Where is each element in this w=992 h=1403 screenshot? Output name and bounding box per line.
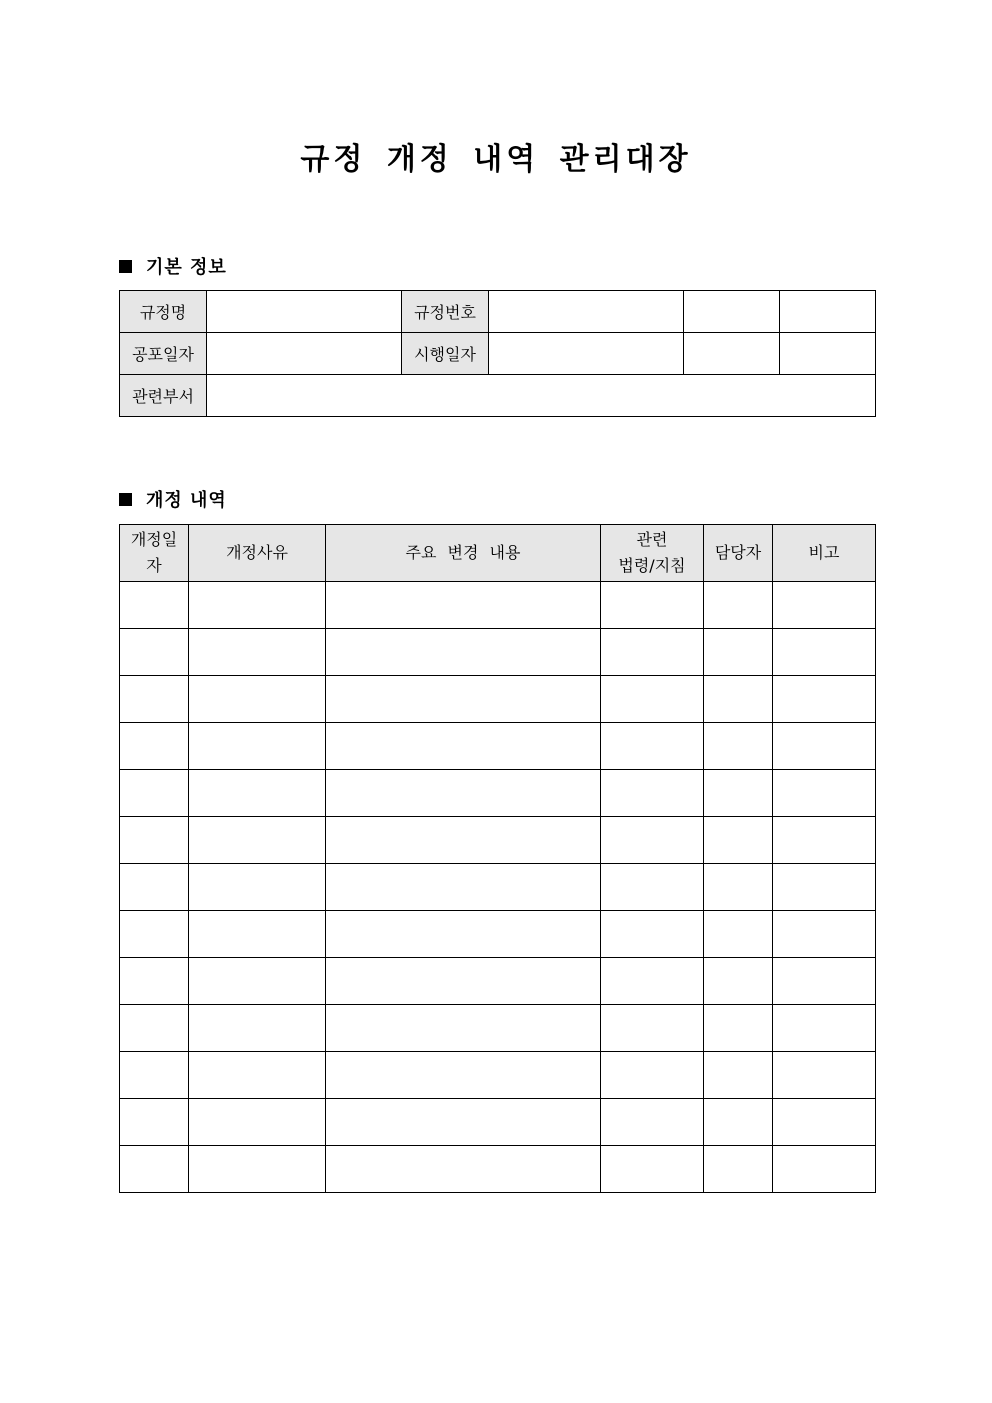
revision-related-law-cell[interactable] <box>601 817 704 864</box>
revision-manager-cell[interactable] <box>704 1099 773 1146</box>
page-title: 규정 개정 내역 관리대장 <box>300 142 692 177</box>
revision-changes-cell[interactable] <box>326 1005 601 1052</box>
revision-manager-cell[interactable] <box>704 1052 773 1099</box>
revision-related-law-cell[interactable] <box>601 676 704 723</box>
revision-note-cell[interactable] <box>773 1146 876 1193</box>
revision-changes-cell[interactable] <box>326 864 601 911</box>
revision-reason-cell[interactable] <box>189 582 326 629</box>
column-header-date-line1: 개정일 <box>130 530 178 549</box>
revision-manager-cell[interactable] <box>704 629 773 676</box>
column-header-manager: 담당자 <box>704 525 773 582</box>
revision-changes-cell[interactable] <box>326 723 601 770</box>
info-row-dates <box>120 333 876 375</box>
regulation-number-label: 규정번호 <box>402 291 489 333</box>
revision-date-cell[interactable] <box>120 629 189 676</box>
revision-related-law-cell[interactable] <box>601 1099 704 1146</box>
department-label: 관련부서 <box>120 375 207 417</box>
revision-manager-cell[interactable] <box>704 676 773 723</box>
revision-manager-cell[interactable] <box>704 1005 773 1052</box>
revision-note-cell[interactable] <box>773 817 876 864</box>
revision-reason-cell[interactable] <box>189 676 326 723</box>
revision-related-law-cell[interactable] <box>601 1146 704 1193</box>
table-row <box>120 1005 876 1052</box>
revision-related-law-cell[interactable] <box>601 958 704 1005</box>
table-row <box>120 1146 876 1193</box>
basic-info-heading-text: 기본 정보 <box>146 257 227 278</box>
revision-changes-cell[interactable] <box>326 1052 601 1099</box>
revision-history-heading <box>119 486 227 512</box>
regulation-name-label: 규정명 <box>120 291 207 333</box>
revision-note-cell[interactable] <box>773 958 876 1005</box>
table-row <box>120 770 876 817</box>
revision-date-cell[interactable] <box>120 864 189 911</box>
revision-manager-cell[interactable] <box>704 1146 773 1193</box>
revision-changes-cell[interactable] <box>326 770 601 817</box>
revision-note-cell[interactable] <box>773 770 876 817</box>
revision-date-cell[interactable] <box>120 676 189 723</box>
revision-date-cell[interactable] <box>120 1005 189 1052</box>
revision-changes-cell[interactable] <box>326 817 601 864</box>
revision-note-cell[interactable] <box>773 723 876 770</box>
revision-history-table <box>119 524 876 1193</box>
info-extra-cell[interactable] <box>780 333 876 375</box>
column-header-date-line2: 자 <box>146 556 162 575</box>
promulgation-date-label: 공포일자 <box>120 333 207 375</box>
revision-related-law-cell[interactable] <box>601 864 704 911</box>
revision-changes-cell[interactable] <box>326 582 601 629</box>
effective-date-field[interactable] <box>489 333 684 375</box>
revision-related-law-cell[interactable] <box>601 1005 704 1052</box>
revision-reason-cell[interactable] <box>189 1052 326 1099</box>
table-row <box>120 582 876 629</box>
revision-reason-cell[interactable] <box>189 629 326 676</box>
table-row <box>120 911 876 958</box>
revision-note-cell[interactable] <box>773 1099 876 1146</box>
effective-date-label: 시행일자 <box>402 333 489 375</box>
revision-manager-cell[interactable] <box>704 817 773 864</box>
revision-date-cell[interactable] <box>120 817 189 864</box>
column-header-related-law <box>601 525 704 582</box>
revision-manager-cell[interactable] <box>704 864 773 911</box>
revision-date-cell[interactable] <box>120 958 189 1005</box>
revision-changes-cell[interactable] <box>326 958 601 1005</box>
revision-manager-cell[interactable] <box>704 958 773 1005</box>
revision-reason-cell[interactable] <box>189 864 326 911</box>
regulation-name-field[interactable] <box>207 291 402 333</box>
revision-history-heading-text: 개정 내역 <box>146 490 227 511</box>
revision-reason-cell[interactable] <box>189 1005 326 1052</box>
revision-body <box>120 582 876 1193</box>
revision-date-cell[interactable] <box>120 770 189 817</box>
revision-manager-cell[interactable] <box>704 582 773 629</box>
info-extra-cell[interactable] <box>684 333 780 375</box>
revision-note-cell[interactable] <box>773 911 876 958</box>
revision-date-cell[interactable] <box>120 911 189 958</box>
column-header-date <box>120 525 189 582</box>
table-row <box>120 1099 876 1146</box>
info-row-name <box>120 291 876 333</box>
promulgation-date-field[interactable] <box>207 333 402 375</box>
square-bullet-icon <box>119 493 132 506</box>
revision-date-cell[interactable] <box>120 1052 189 1099</box>
revision-manager-cell[interactable] <box>704 723 773 770</box>
revision-reason-cell[interactable] <box>189 817 326 864</box>
revision-changes-cell[interactable] <box>326 1146 601 1193</box>
regulation-number-field[interactable] <box>489 291 684 333</box>
table-row <box>120 629 876 676</box>
revision-related-law-cell[interactable] <box>601 582 704 629</box>
revision-date-cell[interactable] <box>120 723 189 770</box>
table-row <box>120 864 876 911</box>
column-header-changes: 주요 변경 내용 <box>326 525 601 582</box>
revision-changes-cell[interactable] <box>326 911 601 958</box>
revision-date-cell[interactable] <box>120 1099 189 1146</box>
revision-related-law-cell[interactable] <box>601 629 704 676</box>
column-header-reason: 개정사유 <box>189 525 326 582</box>
column-header-related-law-line1: 관련 <box>636 530 668 549</box>
revision-manager-cell[interactable] <box>704 770 773 817</box>
table-row <box>120 676 876 723</box>
revision-changes-cell[interactable] <box>326 1099 601 1146</box>
table-row <box>120 1052 876 1099</box>
info-extra-cell[interactable] <box>684 291 780 333</box>
revision-note-cell[interactable] <box>773 1005 876 1052</box>
revision-reason-cell[interactable] <box>189 770 326 817</box>
revision-related-law-cell[interactable] <box>601 770 704 817</box>
revision-note-cell[interactable] <box>773 864 876 911</box>
revision-note-cell[interactable] <box>773 1052 876 1099</box>
revision-note-cell[interactable] <box>773 676 876 723</box>
table-row <box>120 817 876 864</box>
square-bullet-icon <box>119 260 132 273</box>
revision-note-cell[interactable] <box>773 582 876 629</box>
revision-date-cell[interactable] <box>120 582 189 629</box>
revision-reason-cell[interactable] <box>189 1099 326 1146</box>
revision-changes-cell[interactable] <box>326 676 601 723</box>
revision-reason-cell[interactable] <box>189 911 326 958</box>
table-row <box>120 958 876 1005</box>
revision-related-law-cell[interactable] <box>601 1052 704 1099</box>
revision-related-law-cell[interactable] <box>601 911 704 958</box>
revision-manager-cell[interactable] <box>704 911 773 958</box>
revision-reason-cell[interactable] <box>189 723 326 770</box>
info-row-department <box>120 375 876 417</box>
revision-changes-cell[interactable] <box>326 629 601 676</box>
revision-reason-cell[interactable] <box>189 1146 326 1193</box>
info-extra-cell[interactable] <box>780 291 876 333</box>
table-row <box>120 723 876 770</box>
department-field[interactable] <box>207 375 876 417</box>
revision-related-law-cell[interactable] <box>601 723 704 770</box>
revision-header-row <box>120 525 876 582</box>
revision-note-cell[interactable] <box>773 629 876 676</box>
basic-info-heading <box>119 253 227 279</box>
revision-date-cell[interactable] <box>120 1146 189 1193</box>
revision-reason-cell[interactable] <box>189 958 326 1005</box>
column-header-note: 비고 <box>773 525 876 582</box>
basic-info-table <box>119 290 876 417</box>
column-header-related-law-line2: 법령/지침 <box>618 556 686 575</box>
